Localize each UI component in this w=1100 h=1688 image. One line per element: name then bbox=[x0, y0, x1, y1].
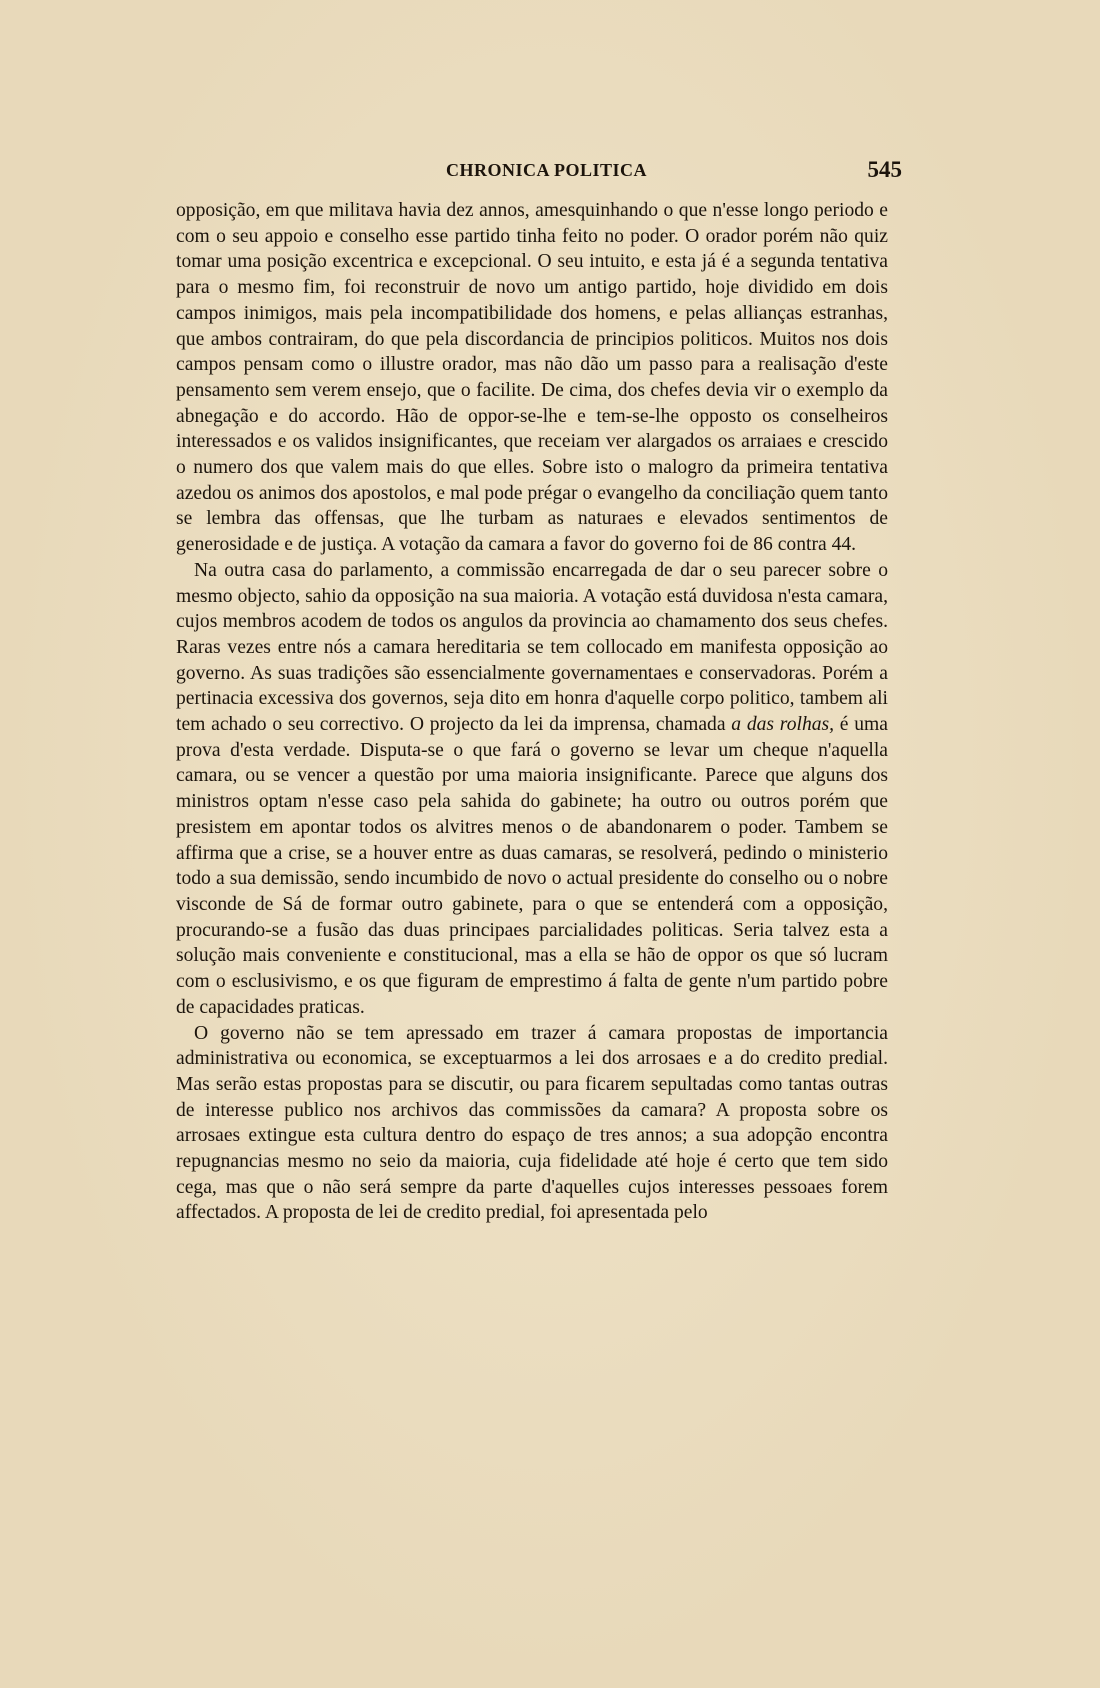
page-number: 545 bbox=[867, 157, 902, 182]
paragraph-1-text: opposição, em que militava havia dez annos, amesquinhando o que n'esse longo periodo e com o seu appoio e conselho esse partido tinha feito no poder. O orador porém não quiz tomar uma posição excentrica e excepcional. O seu intuito, e esta já é a segunda tentativa para o mesmo fim, foi reconstruir de novo um antigo partido, hoje dividido em dois campos inimigos, mais pela incompatibilidade dos homens, e pelas allianças estranhas, que ambos contrairam, do que pela discordancia de principios politicos. Muitos nos dois campos pensam como o illustre orador, mas não dão um passo para a realisação d'este pensamento sem verem ensejo, que o facilite. De cima, dos chefes devia vir o exemplo da abnegação e do accordo. Hão de oppor-se-lhe e tem-se-lhe opposto os conselheiros interessados e os validos insignificantes, que receiam ver alargados os arraiaes e crescido o numero dos que valem mais do que elles. Sobre isto o malogro da primeira tentativa azedou os animos dos apostolos, e mal pode prégar o evangelho da conciliação quem tanto se lembra das offensas, que lhe turbam as naturaes e elevados sentimentos de generosidade e de justiça. A votação da camara a favor do governo foi de 86 contra 44. bbox=[176, 200, 888, 556]
paragraph-2-text-start: Na outra casa do parlamento, a commissão encarregada de dar o seu parecer sobre o mesmo objecto, sahio da opposição na sua maioria. A votação está duvidosa n'esta camara, cujos membros acodem de todos os angulos da provincia ao chamamento dos seus chefes. Raras vezes entre nós a camara hereditaria se tem collocado em manifesta opposição ao governo. As suas tradições são essencialmente governamentaes e conservadoras. Porém a pertinacia excessiva dos governos, seja dito em honra d'aquelle corpo politico, tambem ali tem achado o seu correctivo. O projecto da lei da imprensa, chamada bbox=[176, 559, 888, 736]
paragraph-1 bbox=[176, 198, 888, 558]
paragraph-2-italic-phrase: a das rolhas, bbox=[731, 714, 835, 736]
paragraph-3-text: O governo não se tem apressado em trazer á camara propostas de importancia administrativa ou economica, se exceptuarmos a lei dos arrosaes e a do credito predial. Mas serão estas propostas para se discutir, ou para ficarem sepultadas como tantas outras de interesse publico nos archivos das commissões da camara? A proposta sobre os arrosaes extingue esta cultura dentro do espaço de tres annos; a sua adopção encontra repugnancias mesmo no seio da maioria, cuja fidelidade até hoje é certo que tem sido cega, mas que o não será sempre da parte d'aquelles cujos interesses pessoaes forem affectados. A proposta de lei de credito predial, foi apresentada pelo bbox=[176, 1022, 888, 1224]
paragraph-2 bbox=[176, 558, 888, 1021]
article-body bbox=[176, 198, 888, 1226]
page-header bbox=[176, 157, 902, 188]
running-title: CHRONICA POLITICA bbox=[446, 160, 648, 180]
paragraph-3 bbox=[176, 1021, 888, 1227]
paragraph-2-text-end: é uma prova d'esta verdade. Disputa-se o que fará o governo se levar um cheque n'aquella camara, ou se vencer a questão por uma maioria insignificante. Parece que alguns dos ministros optam n'esse caso pela sahida do gabinete; ha outro ou outros porém que presistem em apontar todos os alvitres menos o de abandonarem o poder. Tambem se affirma que a crise, se a houver entre as duas camaras, se resolverá, pedindo o ministerio todo a sua demissão, sendo incumbido de novo o actual presidente do conselho ou o nobre visconde de Sá de formar outro gabinete, para o que se entenderá com a opposição, procurando-se a fusão das duas principaes parcialidades politicas. Seria talvez esta a solução mais conveniente e constitucional, mas a ella se hão de oppor os que só lucram com o esclusivismo, e os que figuram de emprestimo á falta de gente n'um partido pobre de capacidades praticas. bbox=[176, 714, 888, 1018]
